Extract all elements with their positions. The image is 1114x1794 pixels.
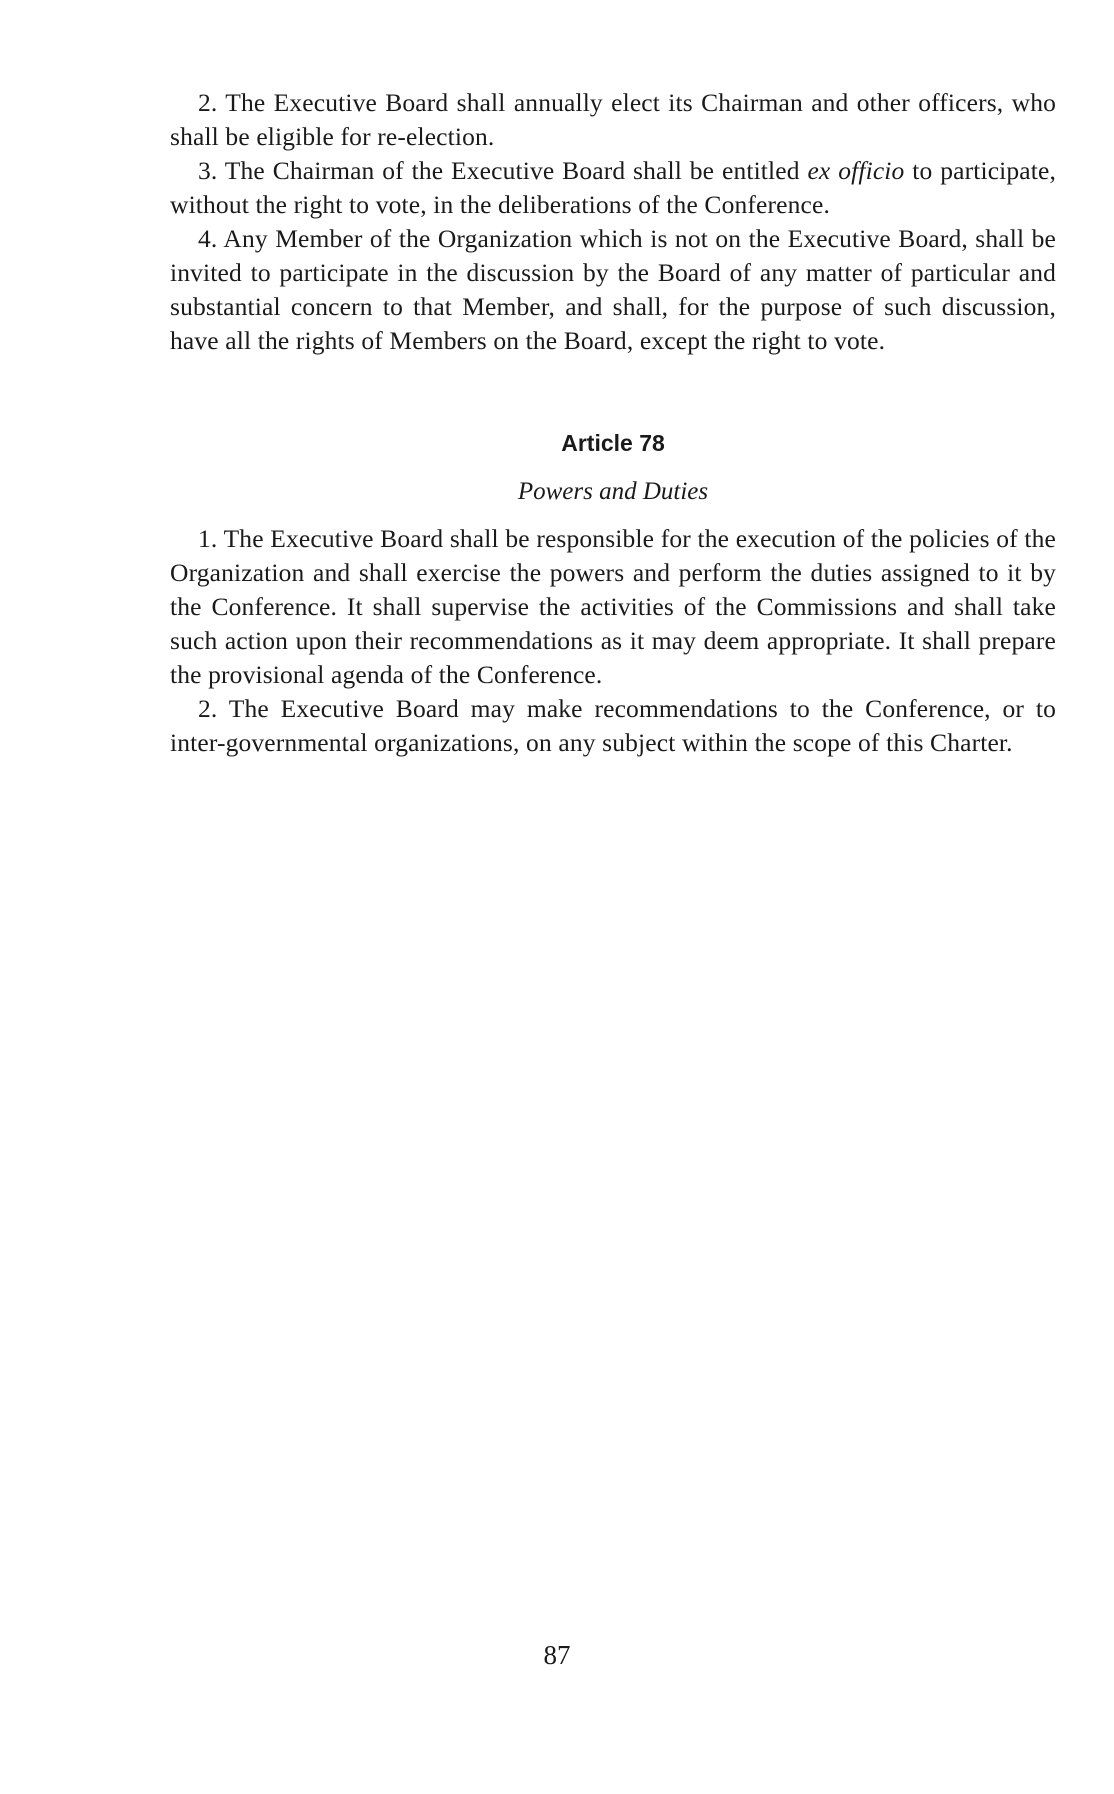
article-paragraph-1: 1. The Executive Board shall be responsible for the execution of the policies of the Organization and shall exercise the powers and perform the duties assigned to it by the Conference. It shall supervise the activities of the Commissions and shall take such action upon their recommendations as it may deem appropriate. It shall prepare the provisional agenda of the Conference. — [170, 524, 1056, 689]
page-number: 87 — [543, 1640, 571, 1670]
paragraph-3-text-end: to participate, without the right to vote, in the deliberations of the Conference. — [170, 156, 1056, 219]
paragraph-4 — [170, 222, 1056, 358]
paragraph-2 — [170, 86, 1056, 154]
paragraph-3-italic-term: ex officio — [807, 156, 905, 185]
paragraph-3-text-start: 3. The Chairman of the Executive Board shall be entitled — [198, 156, 808, 185]
article-paragraph-2: 2. The Executive Board may make recommendations to the Conference, or to inter-governmental organizations, on any subject within the scope of this Charter. — [170, 694, 1056, 757]
paragraph-3 — [170, 154, 1056, 222]
document-page — [170, 86, 1056, 760]
paragraph-2-text: 2. The Executive Board shall annually elect its Chairman and other officers, who shall be eligible for re-election. — [170, 88, 1056, 151]
article-77-continuation — [170, 86, 1056, 358]
article-78-body — [170, 522, 1056, 760]
article-subtitle: Powers and Duties — [517, 478, 709, 505]
paragraph-4-text: 4. Any Member of the Organization which is not on the Executive Board, shall be invited to participate in the discussion by the Board of any matter of particular and substantial concern to that Member, and shall, for the purpose of such discussion, have all the rights of Members on the Board, except the right to vote. — [170, 224, 1056, 355]
article-title: Article 78 — [561, 430, 665, 456]
